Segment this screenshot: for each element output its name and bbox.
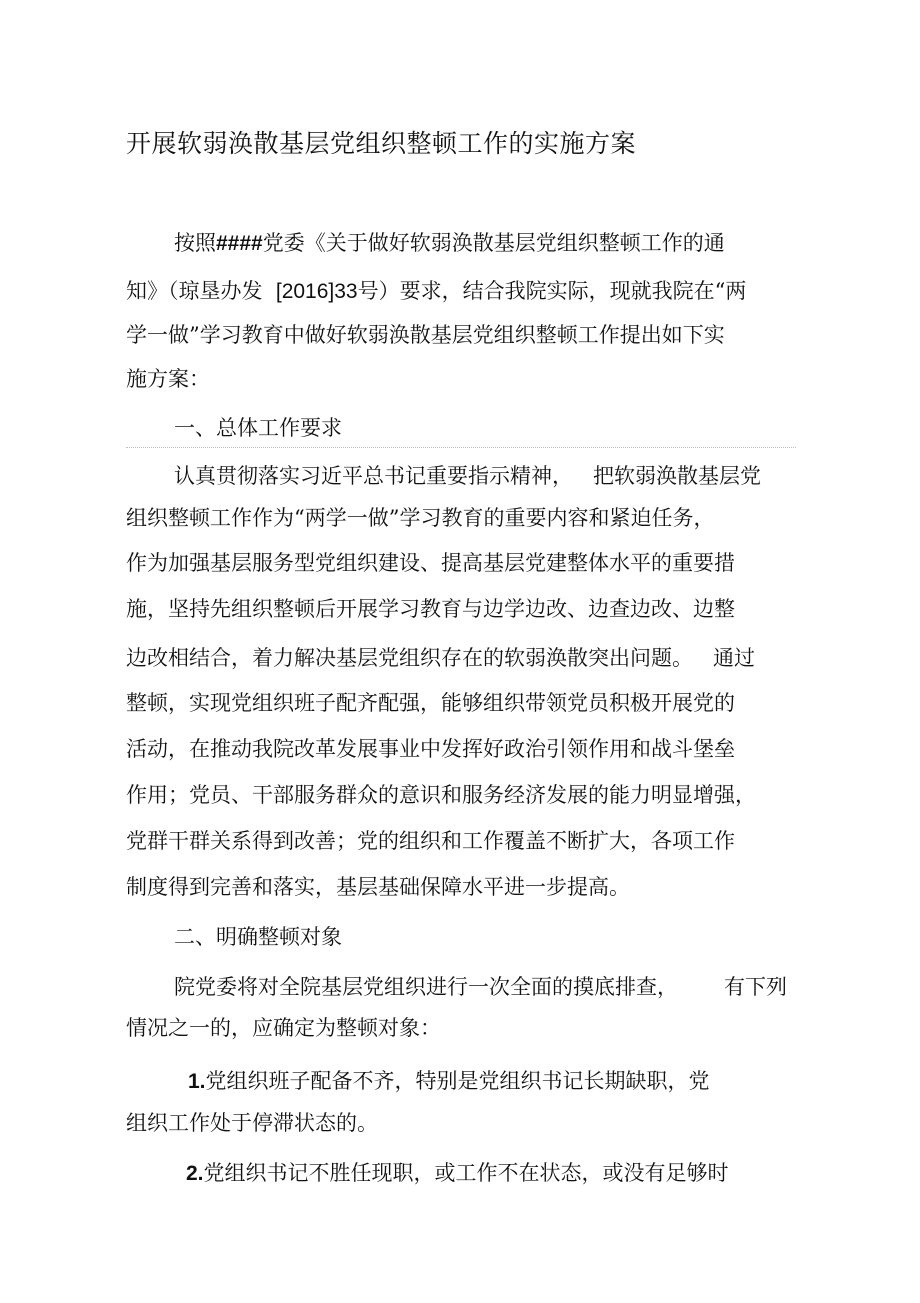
paragraph-text: 有下列 <box>724 975 787 999</box>
intro-text: 知》（琼垦办发 <box>126 279 276 303</box>
paragraph-line: 制度得到完善和落实，基层基础保障水平进一步提高。 <box>126 875 630 899</box>
divider <box>126 447 796 448</box>
paragraph-line: 施，坚持先组织整顿后开展学习教育与边学边改、边查边改、边整 <box>126 597 735 621</box>
list-number: 1. <box>188 1070 206 1093</box>
paragraph-line: 情况之一的，应确定为整顿对象： <box>126 1016 441 1040</box>
paragraph-line: 认真贯彻落实习近平总书记重要指示精神， 把软弱涣散基层党 <box>174 464 762 488</box>
paragraph-line: 作为加强基层服务型党组织建设、提高基层党建整体水平的重要措 <box>126 551 735 575</box>
intro-text: 按照 <box>174 231 216 255</box>
intro-line-4: 施方案： <box>126 367 210 391</box>
paragraph-line: 作用；党员、干部服务群众的意识和服务经济发展的能力明显增强， <box>126 783 756 807</box>
placeholder-mark: #### <box>216 232 263 255</box>
list-number: 2. <box>186 1162 204 1185</box>
document-title: 开展软弱涣散基层党组织整顿工作的实施方案 <box>126 129 637 158</box>
paragraph-line: 活动，在推动我院改革发展事业中发挥好政治引领作用和战斗堡垒 <box>126 737 735 761</box>
intro-text: 号）要求，结合我院实际，现就我院在“两 <box>357 279 747 303</box>
intro-line-3: 学一做”学习教育中做好软弱涣散基层党组织整顿工作提出如下实 <box>126 323 725 347</box>
intro-line-2 <box>126 276 746 307</box>
paragraph-line: 党群干群关系得到改善；党的组织和工作覆盖不断扩大，各项工作 <box>126 829 735 853</box>
list-item-1-cont: 组织工作处于停滞状态的。 <box>126 1111 378 1135</box>
document-number: [2016]33 <box>275 280 358 303</box>
list-item-2 <box>186 1158 729 1189</box>
list-text: 党组织班子配备不齐，特别是党组织书记长期缺职，党 <box>205 1069 710 1093</box>
intro-line-1 <box>174 228 725 259</box>
paragraph-line: 组织整顿工作作为“两学一做”学习教育的重要内容和紧迫任务， <box>126 506 715 530</box>
section-heading-2: 二、明确整顿对象 <box>174 925 342 949</box>
paragraph-text: 院党委将对全院基层党组织进行一次全面的摸底排查， <box>174 975 678 999</box>
list-text: 党组织书记不胜任现职，或工作不在状态，或没有足够时 <box>203 1161 729 1185</box>
paragraph-line <box>174 972 787 1002</box>
list-item-1 <box>188 1066 710 1097</box>
paragraph-line: 整顿，实现党组织班子配齐配强，能够组织带领党员积极开展党的 <box>126 691 735 715</box>
intro-text: 党委《关于做好软弱涣散基层党组织整顿工作的通 <box>262 231 725 255</box>
section-heading-1: 一、总体工作要求 <box>174 416 342 440</box>
paragraph-line: 边改相结合，着力解决基层党组织存在的软弱涣散突出问题。 通过 <box>126 646 756 670</box>
